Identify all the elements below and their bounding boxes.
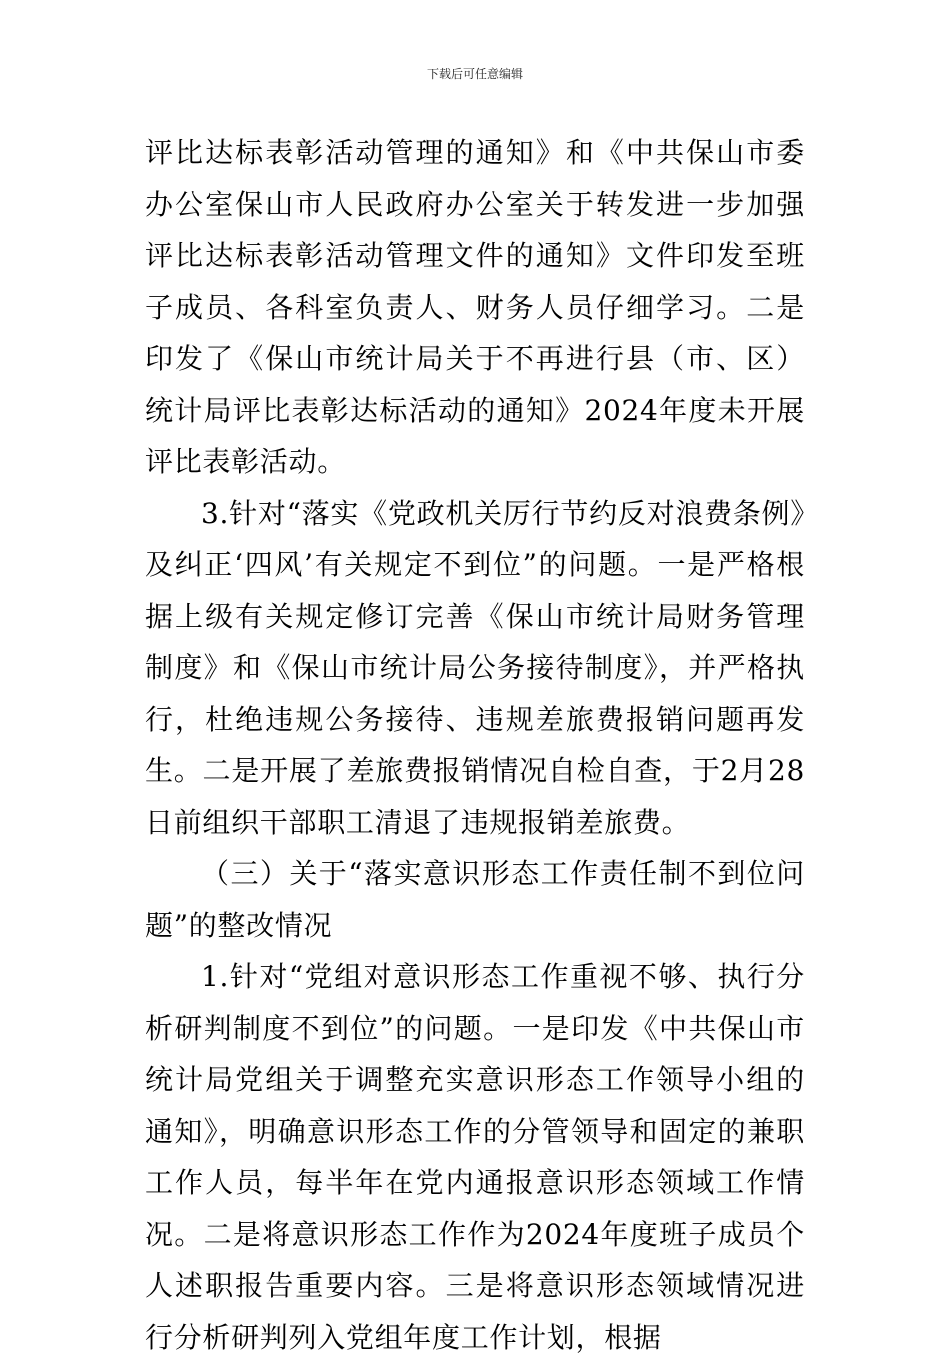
page-header: 下载后可任意编辑 xyxy=(426,67,523,81)
section-heading-3: （三）关于“落实意识形态工作责任制不到位问题”的整改情况 xyxy=(145,857,805,942)
paragraph-item-1: 1.针对“党组对意识形态工作重视不够、执行分析研判制度不到位”的问题。一是印发《中共保山市统计局党组关于调整充实意识形态工作领导小组的通知》，明确意识形态工作的分管领导和固定的兼职工作人员，每半年在党内通报意识形态领域工作情况。二是将意识形态工作作为2024年度班子成员个人述职报告重要内容。三是将意识形态领域情况进行分析研判列入党组年度工作计划，根据 xyxy=(145,960,805,1354)
paragraph-continuation: 评比达标表彰活动管理的通知》和《中共保山市委办公室保山市人民政府办公室关于转发进一步加强评比达标表彰活动管理文件的通知》文件印发至班子成员、各科室负责人、财务人员仔细学习。二是印发了《保山市统计局关于不再进行县（市、区）统计局评比表彰达标活动的通知》2024年度未开展评比表彰活动。 xyxy=(145,136,805,478)
paragraph-item-3: 3.针对“落实《党政机关厉行节约反对浪费条例》及纠正‘四风’有关规定不到位”的问题。一是严格根据上级有关规定修订完善《保山市统计局财务管理制度》和《保山市统计局公务接待制度》，并严格执行，杜绝违规公务接待、违规差旅费报销问题再发生。二是开展了差旅费报销情况自检自查，于2月28日前组织干部职工清退了违规报销差旅费。 xyxy=(145,496,805,839)
document-body xyxy=(145,127,805,1363)
